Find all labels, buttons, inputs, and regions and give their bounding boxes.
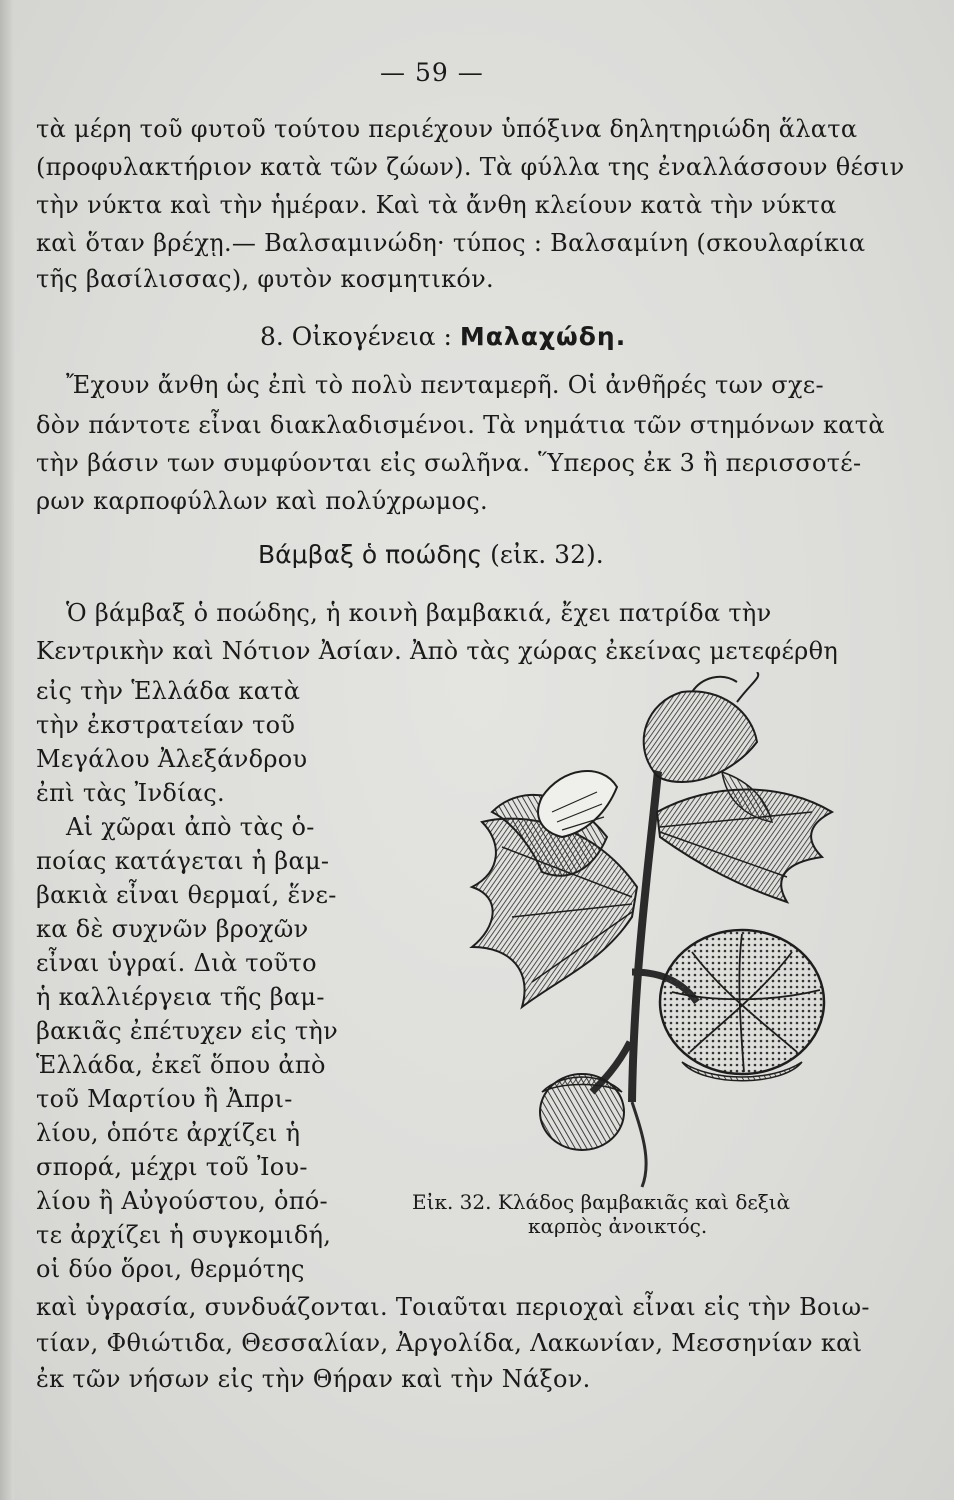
page-number: — 59 — xyxy=(380,58,484,87)
text-line: Αἱ χῶραι ἀπὸ τὰς ὁ- xyxy=(66,813,315,841)
figure-caption-line-2: καρπὸς ἀνοικτός. xyxy=(528,1214,708,1238)
family-heading-name: Μαλαχώδη. xyxy=(459,322,627,351)
flower-bud-shape xyxy=(644,691,757,782)
text-line: εἰς τὴν Ἑλλάδα κατὰ xyxy=(36,677,301,705)
family-heading-prefix: 8. Οἰκογένεια : xyxy=(260,322,460,351)
flower-petal-shape xyxy=(538,771,617,837)
text-line: τὴν ἐκστρατείαν τοῦ xyxy=(36,711,296,739)
text-line: ἐκ τῶν νήσων εἰς τὴν Θήραν καὶ τὴν Νάξον. xyxy=(36,1365,591,1393)
text-line: βακιὰ εἶναι θερμαί, ἕνε- xyxy=(36,881,337,909)
text-line: τε ἀρχίζει ἡ συγκομιδή, xyxy=(36,1221,332,1249)
text-line: εἶναι ὑγραί. Διὰ τοῦτο xyxy=(36,949,317,977)
text-line: καὶ ὅταν βρέχῃ.— Βαλσαμινώδη· τύπος : Βαλσαμίνη (σκουλαρίκια xyxy=(36,229,866,257)
text-line: Ὁ βάμβαξ ὁ ποώδης, ἡ κοινὴ βαμβακιά, ἔχει πατρίδα τὴν xyxy=(66,599,772,627)
figure-caption-line-1: Εἰκ. 32. Κλάδος βαμβακιᾶς καὶ δεξιὰ xyxy=(412,1190,791,1214)
text-line: ἐπὶ τὰς Ἰνδίας. xyxy=(36,779,225,807)
page-edge-shadow xyxy=(0,0,14,1500)
text-line: λίου, ὁπότε ἀρχίζει ἡ xyxy=(36,1119,301,1147)
text-line: οἱ δύο ὅροι, θερμότης xyxy=(36,1255,305,1283)
stem-shape xyxy=(628,770,662,1102)
text-line: ποίας κατάγεται ἡ βαμ- xyxy=(36,847,330,875)
species-heading-name: Βάμβαξ ὁ ποώδης xyxy=(258,540,483,569)
text-line: σπορά, μέχρι τοῦ Ἰου- xyxy=(36,1153,308,1181)
text-line: Ἑλλάδα, ἐκεῖ ὅπου ἀπὸ xyxy=(36,1051,326,1079)
text-line: δὸν πάντοτε εἶναι διακλαδισμένοι. Τὰ νημάτια τῶν στημόνων κατὰ xyxy=(36,411,885,439)
species-heading xyxy=(258,540,604,569)
text-line: τὴν νύκτα καὶ τὴν ἡμέραν. Καὶ τὰ ἄνθη κλείουν κατὰ τὴν νύκτα xyxy=(36,191,837,219)
text-line: τῆς βασίλισσας), φυτὸν κοσμητικόν. xyxy=(36,265,494,293)
text-line: Ἔχουν ἄνθη ὡς ἐπὶ τὸ πολὺ πενταμερῆ. Οἱ ἀνθῆρές των σχε- xyxy=(66,371,824,399)
text-line: τοῦ Μαρτίου ἢ Ἀπρι- xyxy=(36,1085,293,1113)
text-line: Κεντρικὴν καὶ Νότιον Ἀσίαν. Ἀπὸ τὰς χώρας ἐκείνας μετεφέρθη xyxy=(36,637,839,665)
text-line: λίου ἢ Αὐγούστου, ὁπό- xyxy=(36,1187,328,1215)
text-line: καὶ ὑγρασία, συνδυάζονται. Τοιαῦται περιοχαὶ εἶναι εἰς τὴν Βοιω- xyxy=(36,1293,870,1321)
text-line: τίαν, Φθιώτιδα, Θεσσαλίαν, Ἀργολίδα, Λακωνίαν, Μεσσηνίαν καὶ xyxy=(36,1329,863,1357)
text-line: Μεγάλου Ἀλεξάνδρου xyxy=(36,745,308,773)
stem-end-shape xyxy=(632,1102,646,1187)
family-heading xyxy=(260,322,626,351)
cotton-branch-illustration xyxy=(392,672,852,1192)
leaf-shape xyxy=(657,790,832,903)
text-line: κα δὲ συχνῶν βροχῶν xyxy=(36,915,309,943)
text-line: τὴν βάσιν των συμφύονται εἰς σωλῆνα. Ὕπερος ἐκ 3 ἢ περισσοτέ- xyxy=(36,449,862,477)
text-line: ρων καρποφύλλων καὶ πολύχρωμος. xyxy=(36,487,488,515)
text-line: (προφυλακτήριον κατὰ τῶν ζώων). Τὰ φύλλα της ἐναλλάσσουν θέσιν xyxy=(36,153,905,181)
text-line: τὰ μέρη τοῦ φυτοῦ τούτου περιέχουν ὑπόξινα δηλητηριώδη ἅλατα xyxy=(36,115,858,143)
species-heading-ref: (εἰκ. 32). xyxy=(482,540,604,569)
text-line: ἡ καλλιέργεια τῆς βαμ- xyxy=(36,983,325,1011)
text-line: βακιᾶς ἐπέτυχεν εἰς τὴν xyxy=(36,1017,338,1045)
